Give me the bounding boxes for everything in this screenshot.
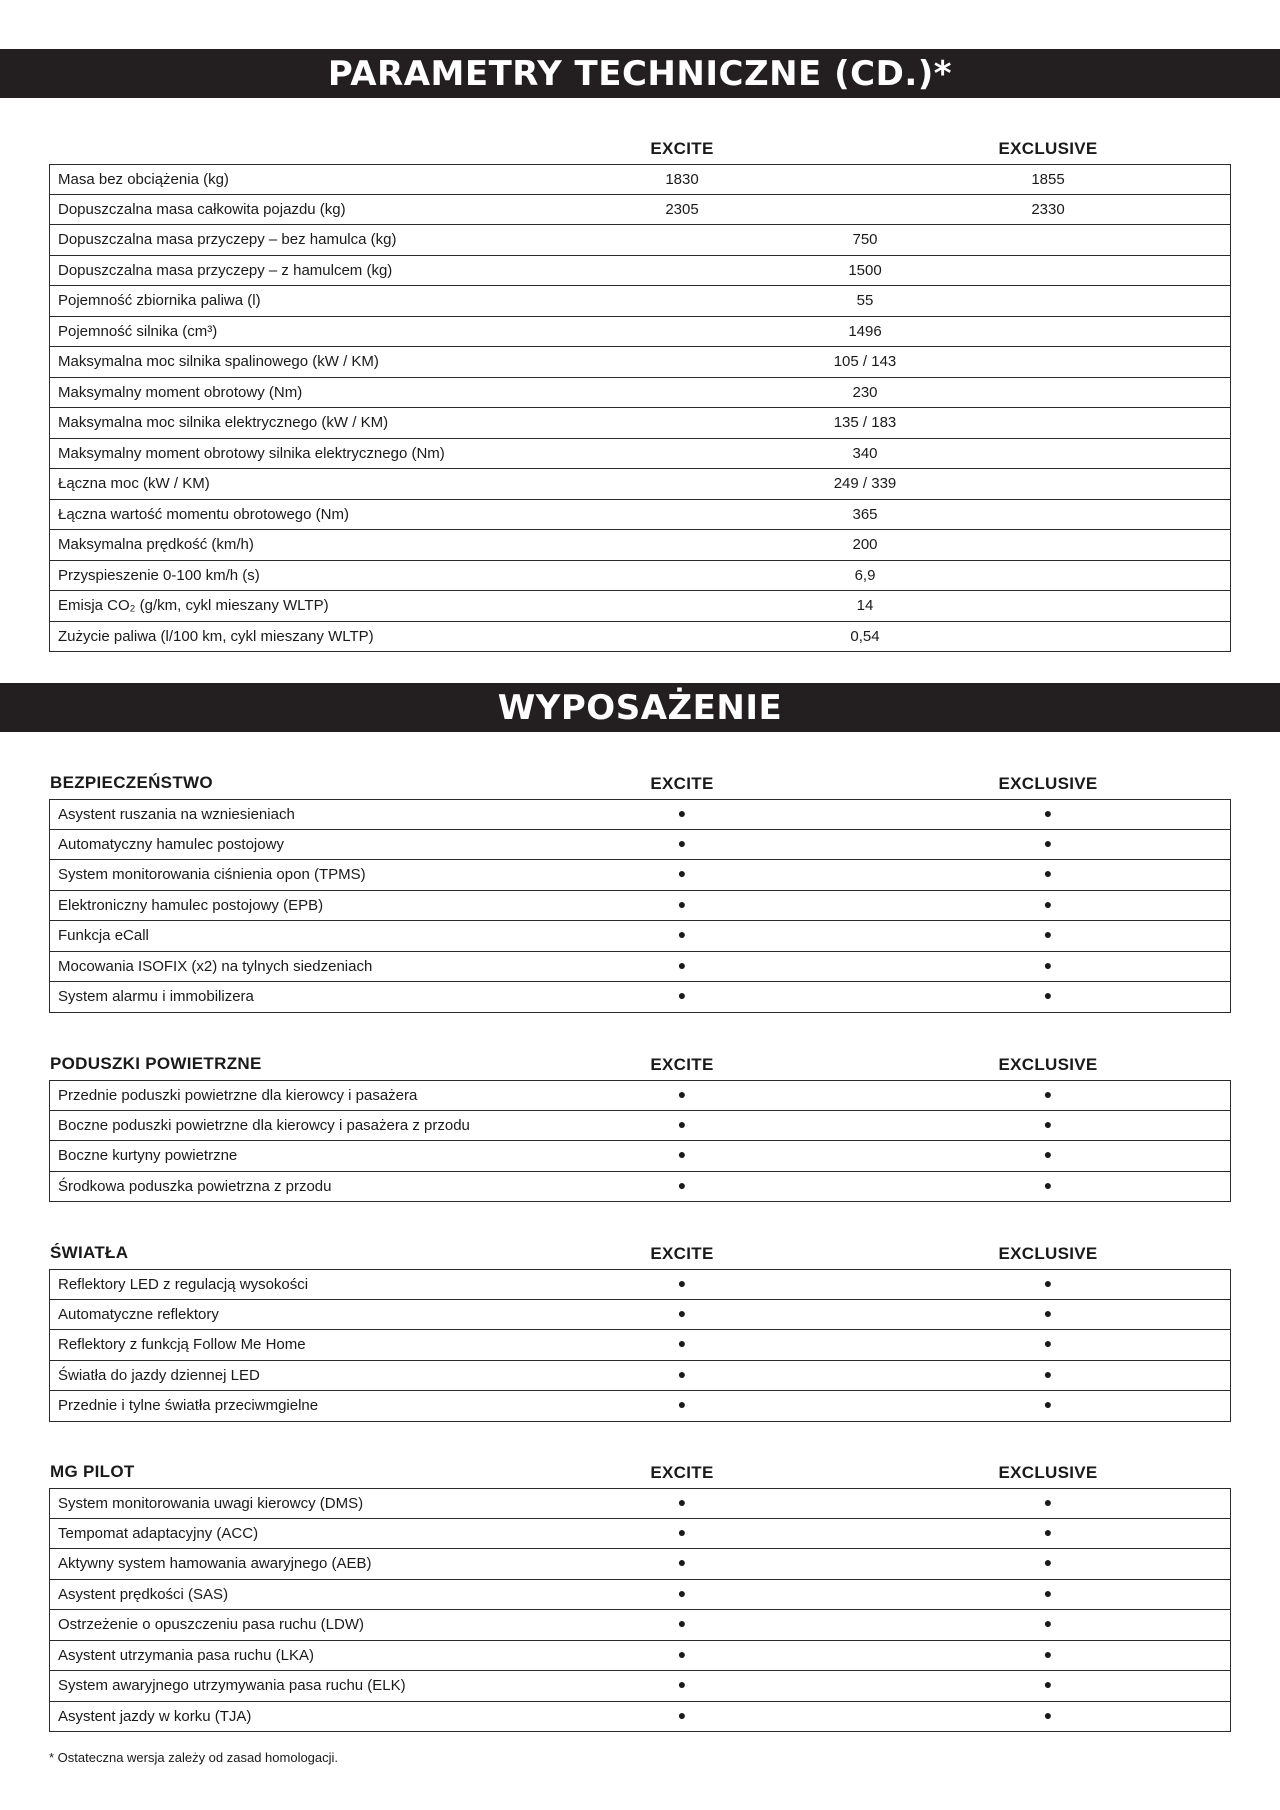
value-shared: 55 <box>856 292 874 309</box>
row-label: Tempomat adaptacyjny (ACC) <box>58 1524 259 1542</box>
standard-bullet-icon: ● <box>677 1676 687 1692</box>
standard-bullet-icon: ● <box>1043 1676 1053 1692</box>
table-row <box>49 1702 1231 1733</box>
row-label: System monitorowania ciśnienia opon (TPMS) <box>58 866 366 883</box>
standard-bullet-icon: ● <box>1043 1304 1053 1321</box>
table-row <box>49 1488 1231 1519</box>
value-shared: 1496 <box>848 322 882 340</box>
standard-bullet-icon: ● <box>1043 1176 1053 1193</box>
value-shared: 0,54 <box>850 627 880 645</box>
row-label: Masa bez obciążenia (kg) <box>58 171 229 188</box>
table-row <box>49 195 1231 226</box>
standard-bullet-icon: ● <box>1043 1275 1053 1291</box>
table-row <box>49 530 1231 561</box>
table-row <box>49 860 1231 891</box>
table-row <box>49 1610 1231 1641</box>
equipment-group <box>49 1050 1231 1202</box>
group-header-row <box>49 1458 1231 1488</box>
table-row <box>49 1300 1231 1331</box>
col-excite-header: EXCITE <box>650 1244 714 1263</box>
row-label: Automatyczne reflektory <box>58 1305 219 1323</box>
table-row <box>49 1641 1231 1672</box>
standard-bullet-icon: ● <box>1043 1396 1053 1412</box>
row-label: Łączna moc (kW / KM) <box>58 475 210 492</box>
tech-title: PARAMETRY TECHNICZNE (CD.)* <box>327 53 953 94</box>
group-title: PODUSZKI POWIETRZNE <box>50 1054 262 1073</box>
col-excite-header: EXCITE <box>650 774 714 793</box>
table-row <box>49 1330 1231 1361</box>
table-row <box>49 982 1231 1013</box>
row-label: Boczne kurtyny powietrzne <box>58 1147 238 1164</box>
group-title: ŚWIATŁA <box>50 1243 129 1262</box>
table-row <box>49 561 1231 592</box>
standard-bullet-icon: ● <box>1043 956 1053 973</box>
row-label: Przyspieszenie 0-100 km/h (s) <box>58 566 260 584</box>
group-header-row <box>49 1050 1231 1080</box>
row-label: Przednie i tylne światła przeciwmgielne <box>58 1397 319 1414</box>
row-label: Przednie poduszki powietrzne dla kierowcy i pasażera <box>58 1087 418 1104</box>
row-label: Maksymalny moment obrotowy silnika elektrycznego (Nm) <box>58 444 445 462</box>
table-row <box>49 891 1231 922</box>
standard-bullet-icon: ● <box>677 1494 687 1510</box>
standard-bullet-icon: ● <box>677 834 687 851</box>
row-label: System awaryjnego utrzymywania pasa ruchu (ELK) <box>58 1677 406 1694</box>
standard-bullet-icon: ● <box>677 926 687 942</box>
group-title: BEZPIECZEŃSTWO <box>50 773 213 792</box>
standard-bullet-icon: ● <box>677 1086 687 1102</box>
row-label: Środkowa poduszka powietrzna z przodu <box>58 1177 332 1195</box>
standard-bullet-icon: ● <box>1043 895 1053 912</box>
value-shared: 340 <box>852 444 878 462</box>
standard-bullet-icon: ● <box>1043 865 1053 881</box>
standard-bullet-icon: ● <box>1043 1494 1053 1510</box>
standard-bullet-icon: ● <box>677 1615 687 1631</box>
table-row <box>49 1269 1231 1300</box>
standard-bullet-icon: ● <box>1043 1554 1053 1570</box>
table-row <box>49 1141 1231 1172</box>
table-row <box>49 830 1231 861</box>
row-label: Asystent jazdy w korku (TJA) <box>58 1707 252 1725</box>
standard-bullet-icon: ● <box>677 895 687 912</box>
table-row <box>49 500 1231 531</box>
standard-bullet-icon: ● <box>677 1304 687 1321</box>
row-label: Emisja CO₂ (g/km, cykl mieszany WLTP) <box>58 597 329 614</box>
standard-bullet-icon: ● <box>1043 1335 1053 1351</box>
value-shared: 1500 <box>848 261 882 279</box>
standard-bullet-icon: ● <box>1043 834 1053 851</box>
table-row <box>49 469 1231 500</box>
equipment-group <box>49 1239 1231 1422</box>
standard-bullet-icon: ● <box>677 1396 687 1412</box>
standard-bullet-icon: ● <box>677 987 687 1003</box>
table-row <box>49 378 1231 409</box>
value-shared: 249 / 339 <box>833 475 897 492</box>
row-label: Elektroniczny hamulec postojowy (EPB) <box>58 896 324 914</box>
row-label: Maksymalna moc silnika spalinowego (kW / KM) <box>58 353 379 370</box>
standard-bullet-icon: ● <box>677 1176 687 1193</box>
standard-bullet-icon: ● <box>1043 1523 1053 1540</box>
table-row <box>49 317 1231 348</box>
row-label: System alarmu i immobilizera <box>58 988 254 1005</box>
value-shared: 135 / 183 <box>833 414 897 431</box>
standard-bullet-icon: ● <box>677 1115 687 1132</box>
row-label: Pojemność silnika (cm³) <box>58 322 218 340</box>
col-exclusive-header: EXCLUSIVE <box>998 1055 1098 1074</box>
table-row <box>49 1671 1231 1702</box>
table-row <box>49 1361 1231 1392</box>
col-excite-header: EXCITE <box>650 1055 714 1074</box>
table-row <box>49 1549 1231 1580</box>
value-exclusive: 1855 <box>1031 171 1065 188</box>
col-exclusive-header: EXCLUSIVE <box>998 1244 1098 1263</box>
standard-bullet-icon: ● <box>1043 1615 1053 1631</box>
standard-bullet-icon: ● <box>1043 805 1053 821</box>
table-row <box>49 1111 1231 1142</box>
row-label: Aktywny system hamowania awaryjnego (AEB) <box>58 1555 372 1572</box>
table-row <box>49 622 1231 653</box>
table-row <box>49 1519 1231 1550</box>
row-label: Asystent prędkości (SAS) <box>58 1585 229 1603</box>
table-row <box>49 439 1231 470</box>
row-label: Dopuszczalna masa przyczepy – z hamulcem (kg) <box>58 261 393 279</box>
col-excite-header: EXCITE <box>650 1463 714 1482</box>
row-label: Asystent utrzymania pasa ruchu (LKA) <box>58 1646 314 1664</box>
row-label: Maksymalna moc silnika elektrycznego (kW / KM) <box>58 414 389 431</box>
standard-bullet-icon: ● <box>677 865 687 881</box>
table-row <box>49 347 1231 378</box>
group-header-row <box>49 769 1231 799</box>
row-label: Automatyczny hamulec postojowy <box>58 835 284 853</box>
standard-bullet-icon: ● <box>677 1335 687 1351</box>
table-row <box>49 1080 1231 1111</box>
row-label: Dopuszczalna masa całkowita pojazdu (kg) <box>58 200 346 218</box>
standard-bullet-icon: ● <box>677 1584 687 1601</box>
row-label: Reflektory LED z regulacją wysokości <box>58 1276 309 1293</box>
standard-bullet-icon: ● <box>1043 1584 1053 1601</box>
table-row <box>49 1580 1231 1611</box>
row-label: Boczne poduszki powietrzne dla kierowcy i pasażera z przodu <box>58 1116 470 1134</box>
value-shared: 230 <box>852 383 878 401</box>
standard-bullet-icon: ● <box>677 1146 687 1162</box>
table-row <box>49 799 1231 830</box>
value-shared: 365 <box>852 505 878 523</box>
equipment-title: WYPOSAŻENIE <box>497 687 783 728</box>
standard-bullet-icon: ● <box>677 1275 687 1291</box>
col-excite-header: EXCITE <box>650 139 714 158</box>
row-label: Ostrzeżenie o opuszczeniu pasa ruchu (LDW) <box>58 1616 364 1633</box>
value-excite: 1830 <box>665 171 699 188</box>
row-label: Łączna wartość momentu obrotowego (Nm) <box>58 505 349 523</box>
standard-bullet-icon: ● <box>677 1706 687 1723</box>
row-label: System monitorowania uwagi kierowcy (DMS) <box>58 1495 364 1512</box>
row-label: Dopuszczalna masa przyczepy – bez hamulca (kg) <box>58 231 397 248</box>
equipment-group <box>49 769 1231 1013</box>
standard-bullet-icon: ● <box>677 805 687 821</box>
col-exclusive-header: EXCLUSIVE <box>998 139 1098 158</box>
standard-bullet-icon: ● <box>677 1365 687 1382</box>
standard-bullet-icon: ● <box>1043 987 1053 1003</box>
row-label: Światła do jazdy dziennej LED <box>58 1366 260 1384</box>
standard-bullet-icon: ● <box>1043 1086 1053 1102</box>
table-row <box>49 1391 1231 1422</box>
row-label: Zużycie paliwa (l/100 km, cykl mieszany WLTP) <box>58 627 374 645</box>
equipment-banner <box>0 683 1280 732</box>
footnote: * Ostateczna wersja zależy od zasad homologacji. <box>49 1750 339 1765</box>
table-row <box>49 225 1231 256</box>
value-exclusive: 2330 <box>1031 200 1065 218</box>
table-row <box>49 256 1231 287</box>
tech-rows <box>49 164 1231 652</box>
group-title: MG PILOT <box>50 1462 135 1481</box>
table-row <box>49 921 1231 952</box>
table-row <box>49 952 1231 983</box>
tech-banner <box>0 49 1280 98</box>
table-row <box>49 164 1231 195</box>
table-row <box>49 408 1231 439</box>
row-label: Asystent ruszania na wzniesieniach <box>58 806 295 823</box>
standard-bullet-icon: ● <box>1043 1115 1053 1132</box>
standard-bullet-icon: ● <box>1043 1146 1053 1162</box>
table-row <box>49 591 1231 622</box>
standard-bullet-icon: ● <box>1043 1365 1053 1382</box>
tech-header-row <box>49 134 1231 164</box>
value-shared: 105 / 143 <box>833 353 897 370</box>
table-row <box>49 1172 1231 1203</box>
value-shared: 6,9 <box>854 566 876 584</box>
standard-bullet-icon: ● <box>1043 1645 1053 1662</box>
col-exclusive-header: EXCLUSIVE <box>998 774 1098 793</box>
standard-bullet-icon: ● <box>677 1523 687 1540</box>
row-label: Funkcja eCall <box>58 927 149 944</box>
standard-bullet-icon: ● <box>677 1645 687 1662</box>
row-label: Pojemność zbiornika paliwa (l) <box>58 292 261 309</box>
value-shared: 750 <box>852 231 878 248</box>
standard-bullet-icon: ● <box>1043 926 1053 942</box>
equipment-group <box>49 1458 1231 1732</box>
row-label: Maksymalny moment obrotowy (Nm) <box>58 383 303 401</box>
row-label: Maksymalna prędkość (km/h) <box>58 536 254 553</box>
standard-bullet-icon: ● <box>677 1554 687 1570</box>
row-label: Reflektory z funkcją Follow Me Home <box>58 1336 306 1353</box>
value-excite: 2305 <box>665 200 699 218</box>
standard-bullet-icon: ● <box>677 956 687 973</box>
tech-table <box>49 134 1231 652</box>
standard-bullet-icon: ● <box>1043 1706 1053 1723</box>
row-label: Mocowania ISOFIX (x2) na tylnych siedzeniach <box>58 957 373 975</box>
value-shared: 200 <box>852 536 878 553</box>
table-row <box>49 286 1231 317</box>
group-header-row <box>49 1239 1231 1269</box>
value-shared: 14 <box>856 597 874 614</box>
col-exclusive-header: EXCLUSIVE <box>998 1463 1098 1482</box>
